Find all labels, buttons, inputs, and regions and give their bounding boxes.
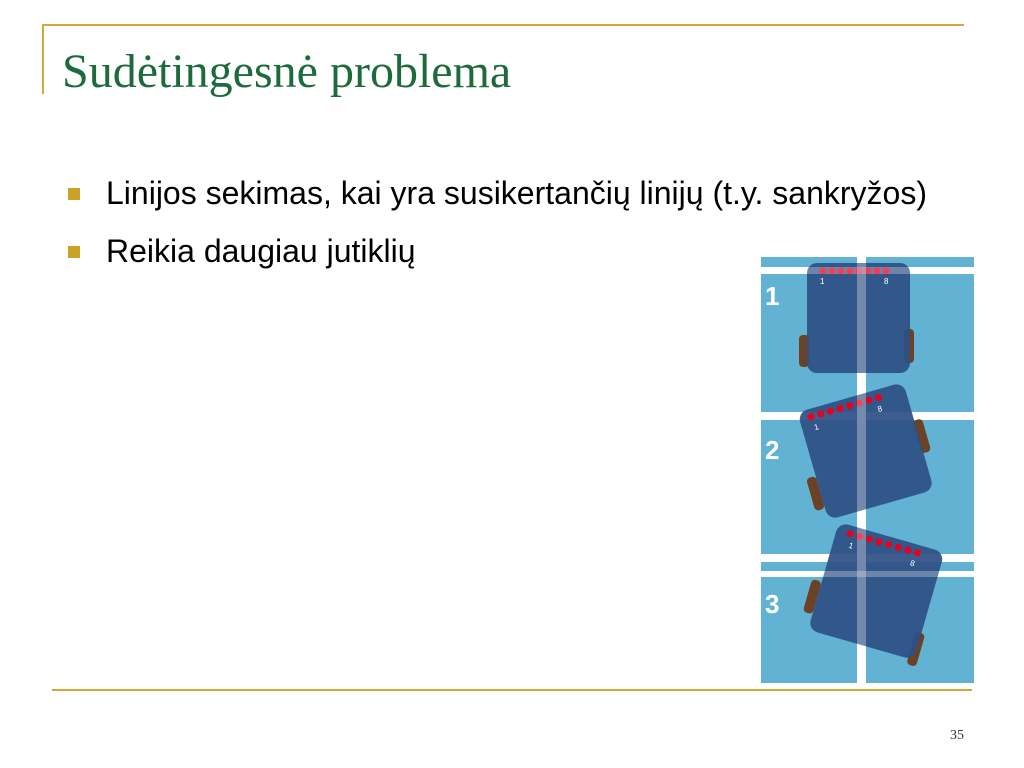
bullet-item xyxy=(68,168,928,218)
track-line-overlay xyxy=(761,571,974,577)
sensor-label-right: 8 xyxy=(884,277,889,286)
sensor-label-left: 1 xyxy=(813,422,820,433)
bullet-square-icon xyxy=(68,246,80,258)
page-number: 35 xyxy=(950,728,964,743)
bullet-text: Reikia daugiau jutiklių xyxy=(106,233,416,269)
left-rule xyxy=(42,24,44,94)
track-line-overlay xyxy=(761,267,974,274)
sensor-label-left: 1 xyxy=(820,277,825,286)
bullet-square-icon xyxy=(68,188,80,200)
panel-label: 3 xyxy=(765,589,780,619)
robot-1 xyxy=(799,263,914,373)
bullet-text: Linijos sekimas, kai yra susikertančių linijų (t.y. sankryžos) xyxy=(106,175,927,211)
panel-label: 2 xyxy=(765,435,780,465)
sensor-label-left: 1 xyxy=(847,540,855,551)
track-line-overlay xyxy=(857,257,866,683)
slide-title: Sudėtingesnė problema xyxy=(62,45,512,98)
bottom-rule xyxy=(52,689,972,691)
sensor-label-right: 8 xyxy=(876,404,884,414)
line-following-robot-figure xyxy=(761,257,974,683)
top-rule xyxy=(42,24,964,26)
sensor-label-right: 8 xyxy=(909,558,916,569)
panel-label: 1 xyxy=(765,281,780,311)
